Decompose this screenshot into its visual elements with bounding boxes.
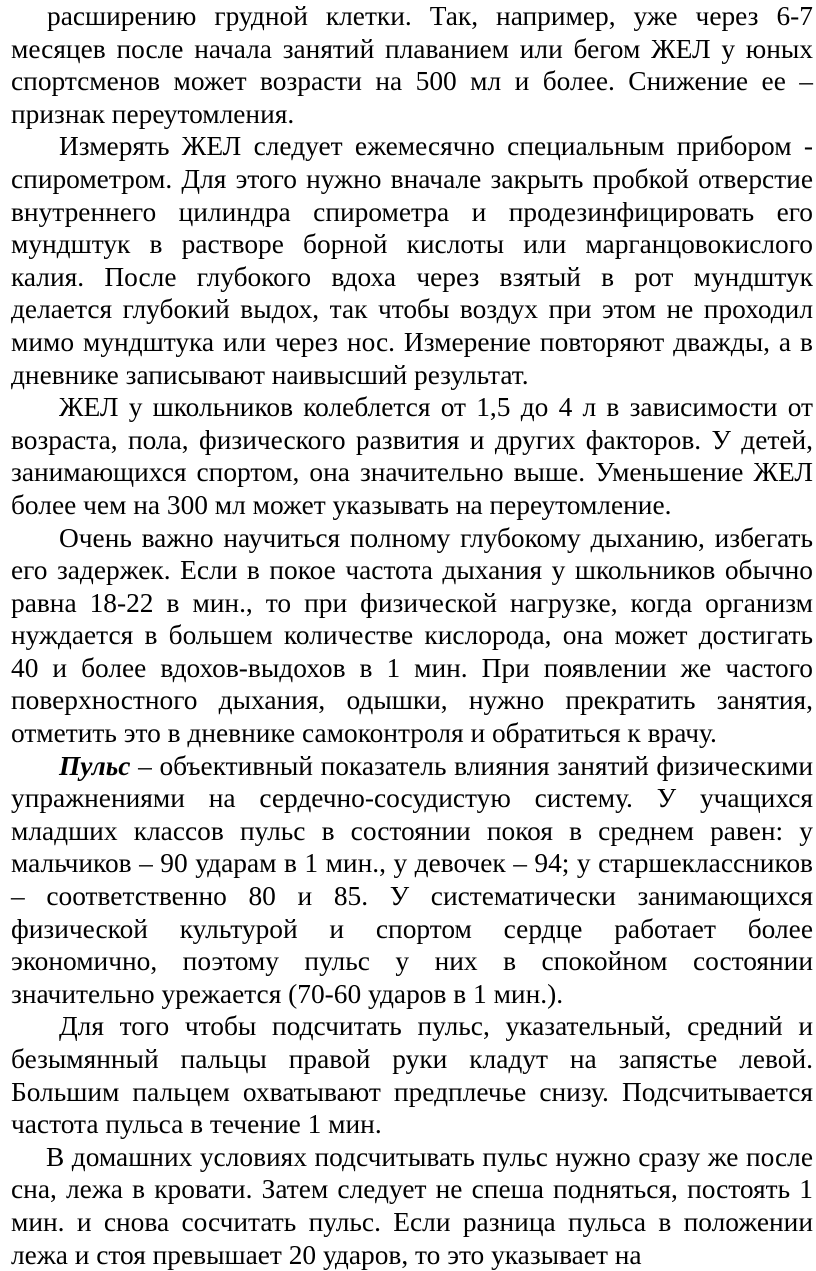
paragraph-5-text: – объективный показатель влияния занятий физическими упражнениями на сердечно-сосудистую систему. У учащихся младших классов пульс в состоянии покоя в среднем равен: у мальчиков – 90 ударам в 1 мин., у девочек – 94; у старшеклассников – соответственно 80 и 85. У систематически занимающихся физической культурой и спортом сердце работает более экономично, поэтому пульс у них в спокойном состоянии значительно урежается (70-60 ударов в 1 мин.).	[11, 750, 813, 1009]
paragraph-4: Очень важно научиться полному глубокому дыханию, избегать его задержек. Если в покое частота дыхания у школьников обычно равна 18-22 в мин., то при физической нагрузке, когда организм нуждается в большем количестве кислорода, она может достигать 40 и более вдохов-выдохов в 1 мин. При появлении же частого поверхностного дыхания, одышки, нужно прекратить занятия, отметить это в дневнике самоконтроля и обратиться к врачу.	[11, 522, 813, 749]
paragraph-5	[11, 750, 813, 1011]
paragraph-2: Измерять ЖЕЛ следует ежемесячно специальным прибором - спирометром. Для этого нужно вначале закрыть пробкой отверстие внутреннего цилиндра спирометра и продезинфицировать его мундштук в растворе борной кислоты или марганцовокислого калия. После глубокого вдоха через взятый в рот мундштук делается глубокий выдох, так чтобы воздух при этом не проходил мимо мундштука или через нос. Измерение повторяют дважды, а в дневнике записывают наивысший результат.	[11, 131, 813, 390]
paragraph-7: В домашних условиях подсчитывать пульс нужно сразу же после сна, лежа в кровати. Затем следует не спеша подняться, постоять 1 мин. и снова сосчитать пульс. Если разница пульса в положении лежа и стоя превышает 20 ударов, то это указывает на	[11, 1141, 813, 1270]
paragraph-1: расширению грудной клетки. Так, например, уже через 6-7 месяцев после начала занятий плаванием или бегом ЖЕЛ у юных спортсменов может возрасти на 500 мл и более. Снижение ее – признак переутомления.	[11, 1, 813, 129]
paragraph-3: ЖЕЛ у школьников колеблется от 1,5 до 4 л в зависимости от возраста, пола, физического развития и других факторов. У детей, занимающихся спортом, она значительно выше. Уменьшение ЖЕЛ более чем на 300 мл может указывать на переутомление.	[11, 392, 813, 520]
document-page	[11, 0, 813, 1271]
paragraph-6: Для того чтобы подсчитать пульс, указательный, средний и безымянный пальцы правой руки кладут на запястье левой. Большим пальцем охватывают предплечье снизу. Подсчитывается частота пульса в течение 1 мин.	[11, 1011, 813, 1140]
term-pulse: Пульс	[59, 750, 131, 781]
